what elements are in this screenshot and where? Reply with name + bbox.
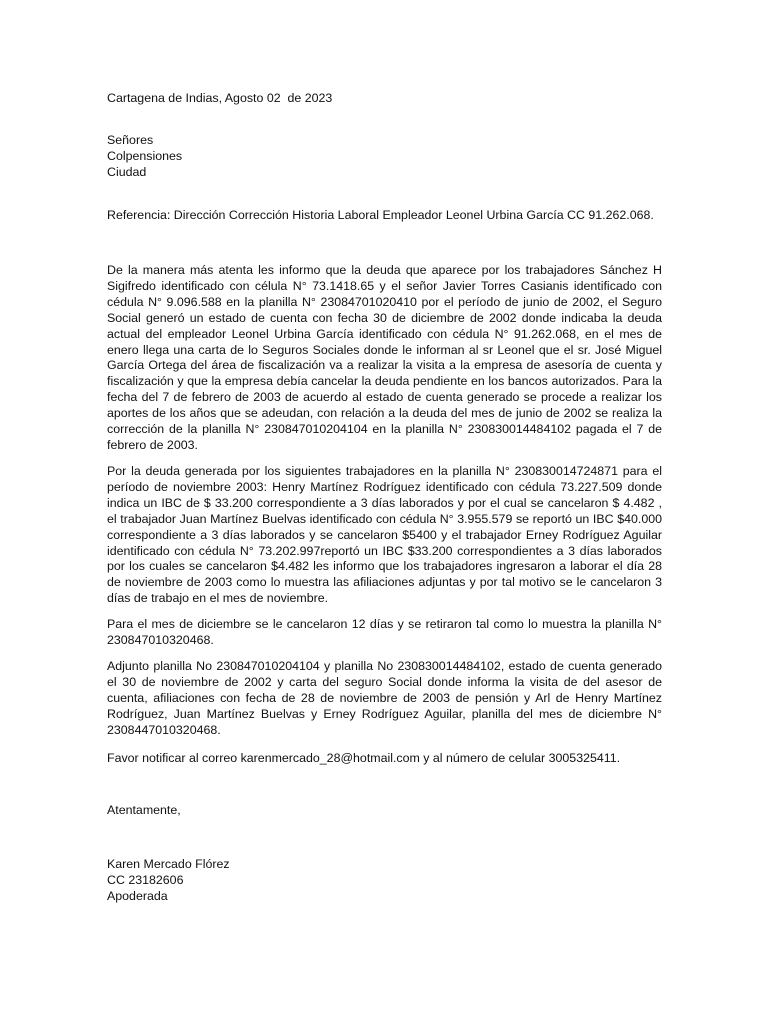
paragraph-text: Adjunto planilla No 230847010204104 y planilla No 230830014484102, estado de cuenta generado el 30 de noviembre de 2002 y carta del seguro Social donde informa la visita de del asesor de cuenta, afiliaciones con fecha de 28 de noviembre de 2003 de pensión y Arl de Henry Martínez Rodríguez, Juan Martínez Buelvas y Erney Rodríguez Aguilar, planilla del mes de diciembre N° 2308447010320468. (107, 659, 662, 737)
body-paragraph-1 (107, 263, 662, 454)
closing (107, 803, 662, 819)
paragraph-text: Para el mes de diciembre se le cancelaron 12 días y se retiraron tal como lo muestra la planilla N° 230847010320468. (107, 617, 662, 647)
place-date-text: Cartagena de Indias, Agosto 02 de 2023 (107, 91, 333, 105)
reference-text: Referencia: Dirección Corrección Historia Laboral Empleador Leonel Urbina García CC 91.262.068. (107, 208, 654, 222)
reference-line (107, 208, 687, 224)
body-paragraph-4 (107, 659, 662, 739)
signature-name: Karen Mercado Flórez (107, 857, 230, 871)
recipient-block (107, 133, 662, 181)
signature-role: Apoderada (107, 888, 168, 903)
paragraph-text: De la manera más atenta les informo que la deuda que aparece por los trabajadores Sánchez H Sigifredo identificado con célula N° 73.1418.65 y el señor Javier Torres Casianis identificado con cédula N° 9.096.588 en la planilla N° 23084701020410 por el período de junio de 2002, el Seguro Social generó un estado de cuenta con fecha 30 de diciembre de 2002 donde indicaba la deuda actual del empleador Leonel Urbina García identificado con cédula N° 91.262.068, en el mes de enero llega una carta de lo Seguros Sociales donde le informan al sr Leonel que el sr. José Miguel García Ortega del área de fiscalización va a realizar la visita a la empresa de asesoría de cuenta y fiscalización y que la empresa debía cancelar la deuda pendiente en los bancos autorizados. Para la fecha del 7 de febrero de 2003 de acuerdo al estado de cuenta generado se procede a realizar los aportes de los años que se adeudan, con relación a la deuda del mes de junio de 2002 se realiza la corrección de la planilla N° 230847010204104 en la planilla N° 230830014484102 pagada el 7 de febrero de 2003. (107, 263, 662, 452)
body-paragraph-5 (107, 751, 707, 767)
contact-text: Favor notificar al correo karenmercado_28@hotmail.com y al número de celular 3005325411. (107, 751, 621, 765)
recipient-line: Ciudad (107, 164, 147, 179)
closing-text: Atentamente, (107, 803, 181, 817)
body-paragraph-3 (107, 617, 662, 649)
body-paragraph-2 (107, 464, 662, 607)
signature-block (107, 857, 662, 905)
place-date (107, 91, 662, 107)
recipient-line: Colpensiones (107, 148, 183, 163)
paragraph-text: Por la deuda generada por los siguientes trabajadores en la planilla N° 230830014724871 para el período de noviembre 2003: Henry Martínez Rodríguez identificado con cédula 73.227.509 donde indica un IBC de $ 33.200 correspondiente a 3 días laborados y por el cual se cancelaron $ 4.482 , el trabajador Juan Martínez Buelvas identificado con cédula N° 3.955.579 se reportó un IBC $40.000 correspondiente a 3 días laborados y se cancelaron $5400 y el trabajador Erney Rodríguez Aguilar identificado con cédula N° 73.202.997reportó un IBC $33.200 correspondientes a 3 días laborados por los cuales se cancelaron $4.482 les informo que los trabajadores ingresaron a laborar el día 28 de noviembre de 2003 como lo muestra las afiliaciones adjuntas y por tal motivo se le cancelaron 3 días de trabajo en el mes de noviembre. (107, 464, 662, 606)
recipient-line: Señores (107, 133, 154, 147)
signature-id: CC 23182606 (107, 872, 184, 887)
